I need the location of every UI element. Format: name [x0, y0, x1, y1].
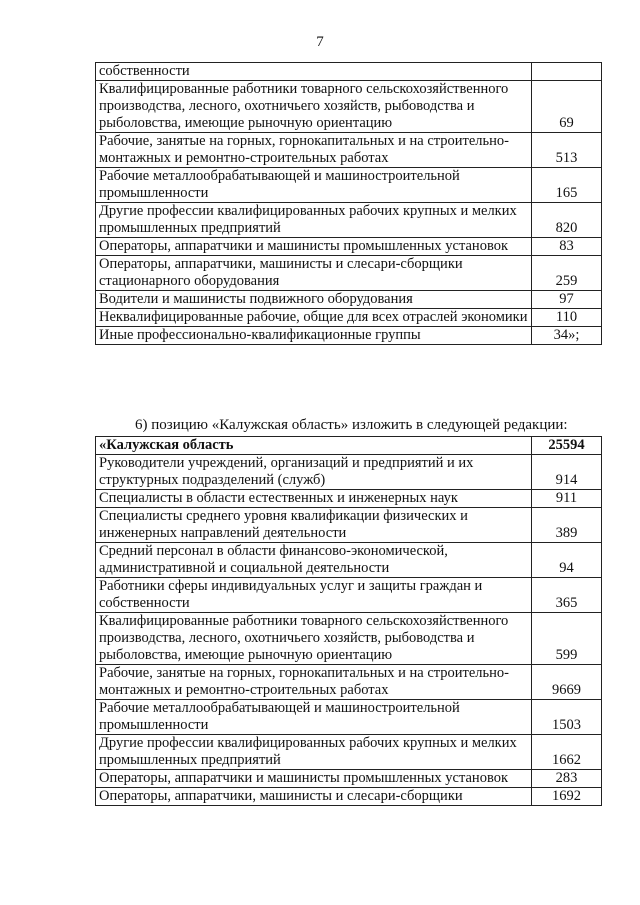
occupation-group-value: 259 [532, 256, 602, 291]
occupation-group-value: 94 [532, 543, 602, 578]
occupation-group-label: Рабочие, занятые на горных, горнокапитальных и на строительно-монтажных и ремонтно-строительных работах [96, 133, 532, 168]
table-row [96, 770, 602, 788]
table-row [96, 543, 602, 578]
page-number: 7 [316, 34, 324, 50]
occupation-group-value: 513 [532, 133, 602, 168]
occupation-group-value: 283 [532, 770, 602, 788]
occupation-group-label: Квалифицированные работники товарного сельскохозяйственного производства, лесного, охотничьего хозяйств, рыбоводства и рыболовства, имеющие рыночную ориентацию [96, 81, 532, 133]
occupation-group-value: 389 [532, 508, 602, 543]
occupation-group-label: собственности [96, 63, 532, 81]
table-row [96, 613, 602, 665]
occupation-group-value: 34»; [532, 327, 602, 345]
region-total: 25594 [532, 437, 602, 455]
occupation-group-label: Операторы, аппаратчики, машинисты и слесари-сборщики [96, 788, 532, 806]
table-row [96, 81, 602, 133]
table-row [96, 508, 602, 543]
occupation-table-continued [95, 62, 602, 345]
occupation-group-label: Другие профессии квалифицированных рабочих крупных и мелких промышленных предприятий [96, 735, 532, 770]
occupation-group-label: Работники сферы индивидуальных услуг и защиты граждан и собственности [96, 578, 532, 613]
table-row [96, 203, 602, 238]
occupation-group-label: Специалисты среднего уровня квалификации физических и инженерных направлений деятельности [96, 508, 532, 543]
occupation-group-label: Водители и машинисты подвижного оборудования [96, 291, 532, 309]
table-row [96, 490, 602, 508]
occupation-group-value: 165 [532, 168, 602, 203]
occupation-group-label: Квалифицированные работники товарного сельскохозяйственного производства, лесного, охотничьего хозяйств, рыбоводства и рыболовства, имеющие рыночную ориентацию [96, 613, 532, 665]
occupation-group-value: 911 [532, 490, 602, 508]
occupation-group-label: Рабочие, занятые на горных, горнокапитальных и на строительно-монтажных и ремонтно-строительных работах [96, 665, 532, 700]
kaluga-region-table [95, 436, 602, 806]
table-row [96, 256, 602, 291]
table-row [96, 700, 602, 735]
occupation-group-label: Руководители учреждений, организаций и предприятий и их структурных подразделений (служб) [96, 455, 532, 490]
table-row [96, 788, 602, 806]
table-row [96, 665, 602, 700]
occupation-group-value: 1503 [532, 700, 602, 735]
occupation-group-label: Операторы, аппаратчики и машинисты промышленных установок [96, 238, 532, 256]
occupation-group-value [532, 63, 602, 81]
occupation-group-label: Операторы, аппаратчики, машинисты и слесари-сборщики стационарного оборудования [96, 256, 532, 291]
table-row [96, 63, 602, 81]
occupation-group-value: 110 [532, 309, 602, 327]
table-row [96, 309, 602, 327]
occupation-group-label: Специалисты в области естественных и инженерных наук [96, 490, 532, 508]
occupation-group-label: Средний персонал в области финансово-экономической, административной и социальной деятельности [96, 543, 532, 578]
occupation-group-value: 83 [532, 238, 602, 256]
region-name: «Калужская область [96, 437, 532, 455]
table-header-row [96, 437, 602, 455]
occupation-group-label: Другие профессии квалифицированных рабочих крупных и мелких промышленных предприятий [96, 203, 532, 238]
table-row [96, 327, 602, 345]
occupation-group-value: 1662 [532, 735, 602, 770]
occupation-group-label: Иные профессионально-квалификационные группы [96, 327, 532, 345]
occupation-group-value: 820 [532, 203, 602, 238]
amendment-instruction: 6) позицию «Калужская область» изложить в следующей редакции: [135, 417, 568, 433]
table-row [96, 455, 602, 490]
table-row [96, 291, 602, 309]
table-row [96, 578, 602, 613]
occupation-group-value: 1692 [532, 788, 602, 806]
table-row [96, 735, 602, 770]
occupation-group-value: 599 [532, 613, 602, 665]
occupation-group-value: 69 [532, 81, 602, 133]
occupation-group-label: Рабочие металлообрабатывающей и машиностроительной промышленности [96, 700, 532, 735]
table-row [96, 168, 602, 203]
occupation-group-value: 365 [532, 578, 602, 613]
occupation-group-value: 914 [532, 455, 602, 490]
table-row [96, 133, 602, 168]
occupation-group-label: Операторы, аппаратчики и машинисты промышленных установок [96, 770, 532, 788]
occupation-group-value: 9669 [532, 665, 602, 700]
occupation-group-label: Рабочие металлообрабатывающей и машиностроительной промышленности [96, 168, 532, 203]
occupation-group-value: 97 [532, 291, 602, 309]
table-row [96, 238, 602, 256]
occupation-group-label: Неквалифицированные рабочие, общие для всех отраслей экономики [96, 309, 532, 327]
